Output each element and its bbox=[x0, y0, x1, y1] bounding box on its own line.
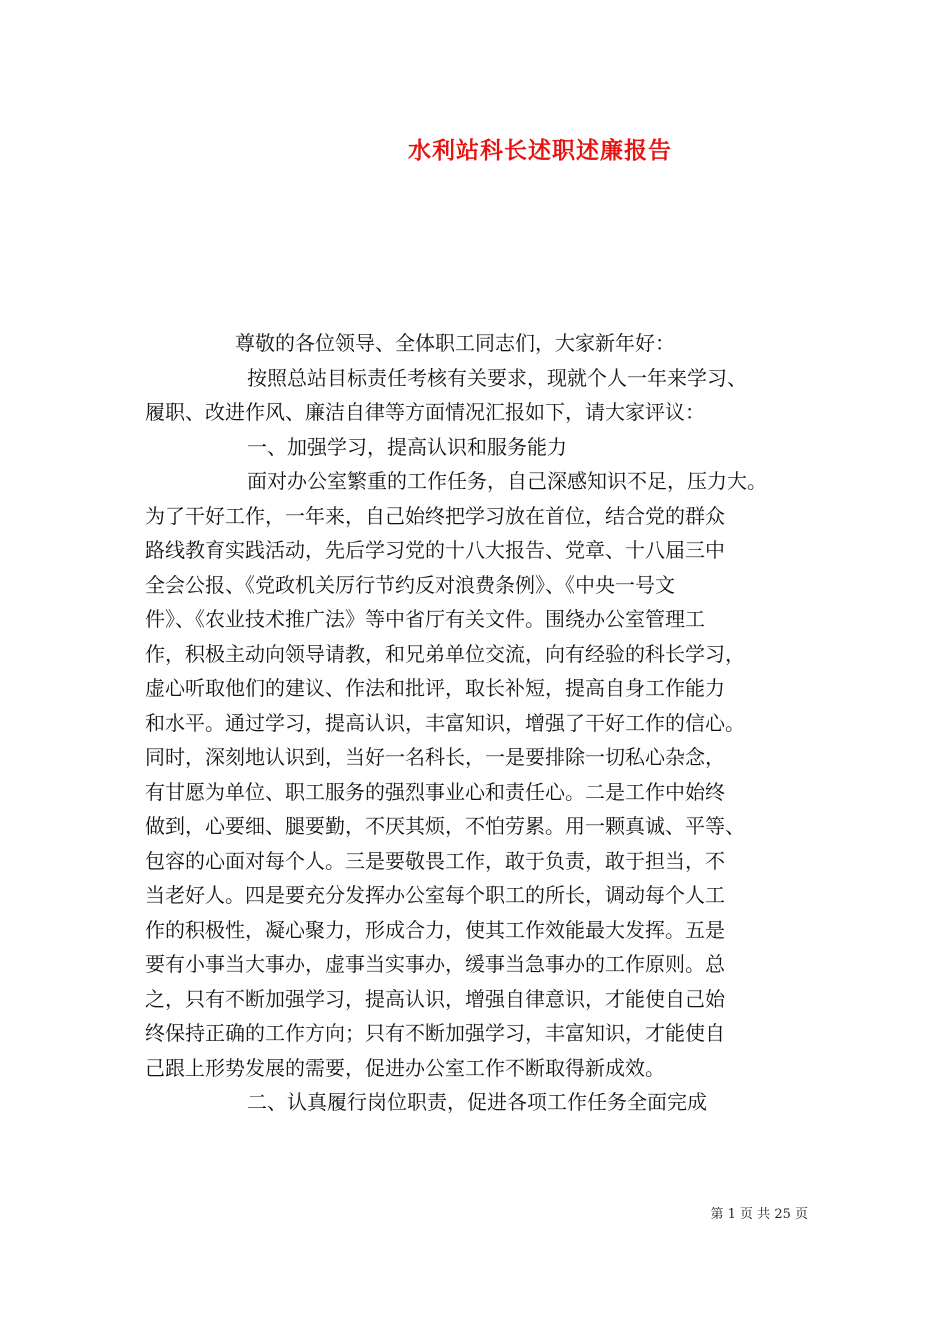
paragraph-line: 做到，心要细、腿要勤，不厌其烦，不怕劳累。用一颗真诚、平等、 bbox=[145, 814, 745, 838]
paragraph-line: 路线教育实践活动，先后学习党的十八大报告、党章、十八届三中 bbox=[145, 538, 725, 562]
paragraph-line: 同时，深刻地认识到，当好一名科长，一是要排除一切私心杂念， bbox=[145, 745, 725, 769]
paragraph-line: 作的积极性，凝心聚力，形成合力，使其工作效能最大发挥。五是 bbox=[145, 917, 725, 942]
paragraph-line: 当老好人。四是要充分发挥办公室每个职工的所长，调动每个人工 bbox=[145, 883, 725, 907]
paragraph-line: 要有小事当大事办，虚事当实事办，缓事当急事办的工作原则。总 bbox=[145, 952, 725, 976]
section-heading: 二、认真履行岗位职责，促进各项工作任务全面完成 bbox=[247, 1090, 707, 1114]
paragraph-line: 全会公报、《党政机关厉行节约反对浪费条例》、《中央一号文 bbox=[145, 572, 675, 597]
paragraph-line: 件》、《农业技术推广法》等中省厅有关文件。围绕办公室管理工 bbox=[145, 607, 705, 631]
paragraph-line: 和水平。通过学习，提高认识，丰富知识，增强了干好工作的信心。 bbox=[145, 710, 745, 735]
paragraph-line: 作，积极主动向领导请教，和兄弟单位交流，向有经验的科长学习， bbox=[145, 641, 745, 666]
paragraph-line: 己跟上形势发展的需要，促进办公室工作不断取得新成效。 bbox=[145, 1055, 665, 1080]
paragraph-line: 面对办公室繁重的工作任务，自己深感知识不足，压力大。 bbox=[247, 469, 767, 493]
page-number-footer: 第 1 页 共 25 页 bbox=[710, 1207, 808, 1222]
salutation-line: 尊敬的各位领导、全体职工同志们，大家新年好： bbox=[235, 331, 675, 355]
paragraph-line: 为了干好工作，一年来，自己始终把学习放在首位，结合党的群众 bbox=[145, 503, 725, 528]
section-heading: 一、加强学习，提高认识和服务能力 bbox=[247, 434, 567, 459]
paragraph-line: 包容的心面对每个人。三是要敬畏工作，敢于负责，敢于担当，不 bbox=[145, 848, 725, 873]
paragraph-line: 终保持正确的工作方向；只有不断加强学习，丰富知识，才能使自 bbox=[145, 1021, 725, 1045]
paragraph-line: 按照总站目标责任考核有关要求，现就个人一年来学习、 bbox=[247, 365, 747, 390]
document-title: 水利站科长述职述廉报告 bbox=[408, 137, 672, 164]
paragraph-line: 虚心听取他们的建议、作法和批评，取长补短，提高自身工作能力 bbox=[145, 676, 725, 700]
paragraph-line: 有甘愿为单位、职工服务的强烈事业心和责任心。二是工作中始终 bbox=[145, 779, 725, 804]
document-body bbox=[145, 326, 820, 1120]
paragraph-line: 履职、改进作风、廉洁自律等方面情况汇报如下，请大家评议： bbox=[145, 400, 705, 424]
paragraph-line: 之，只有不断加强学习，提高认识，增强自律意识，才能使自己始 bbox=[145, 986, 725, 1011]
